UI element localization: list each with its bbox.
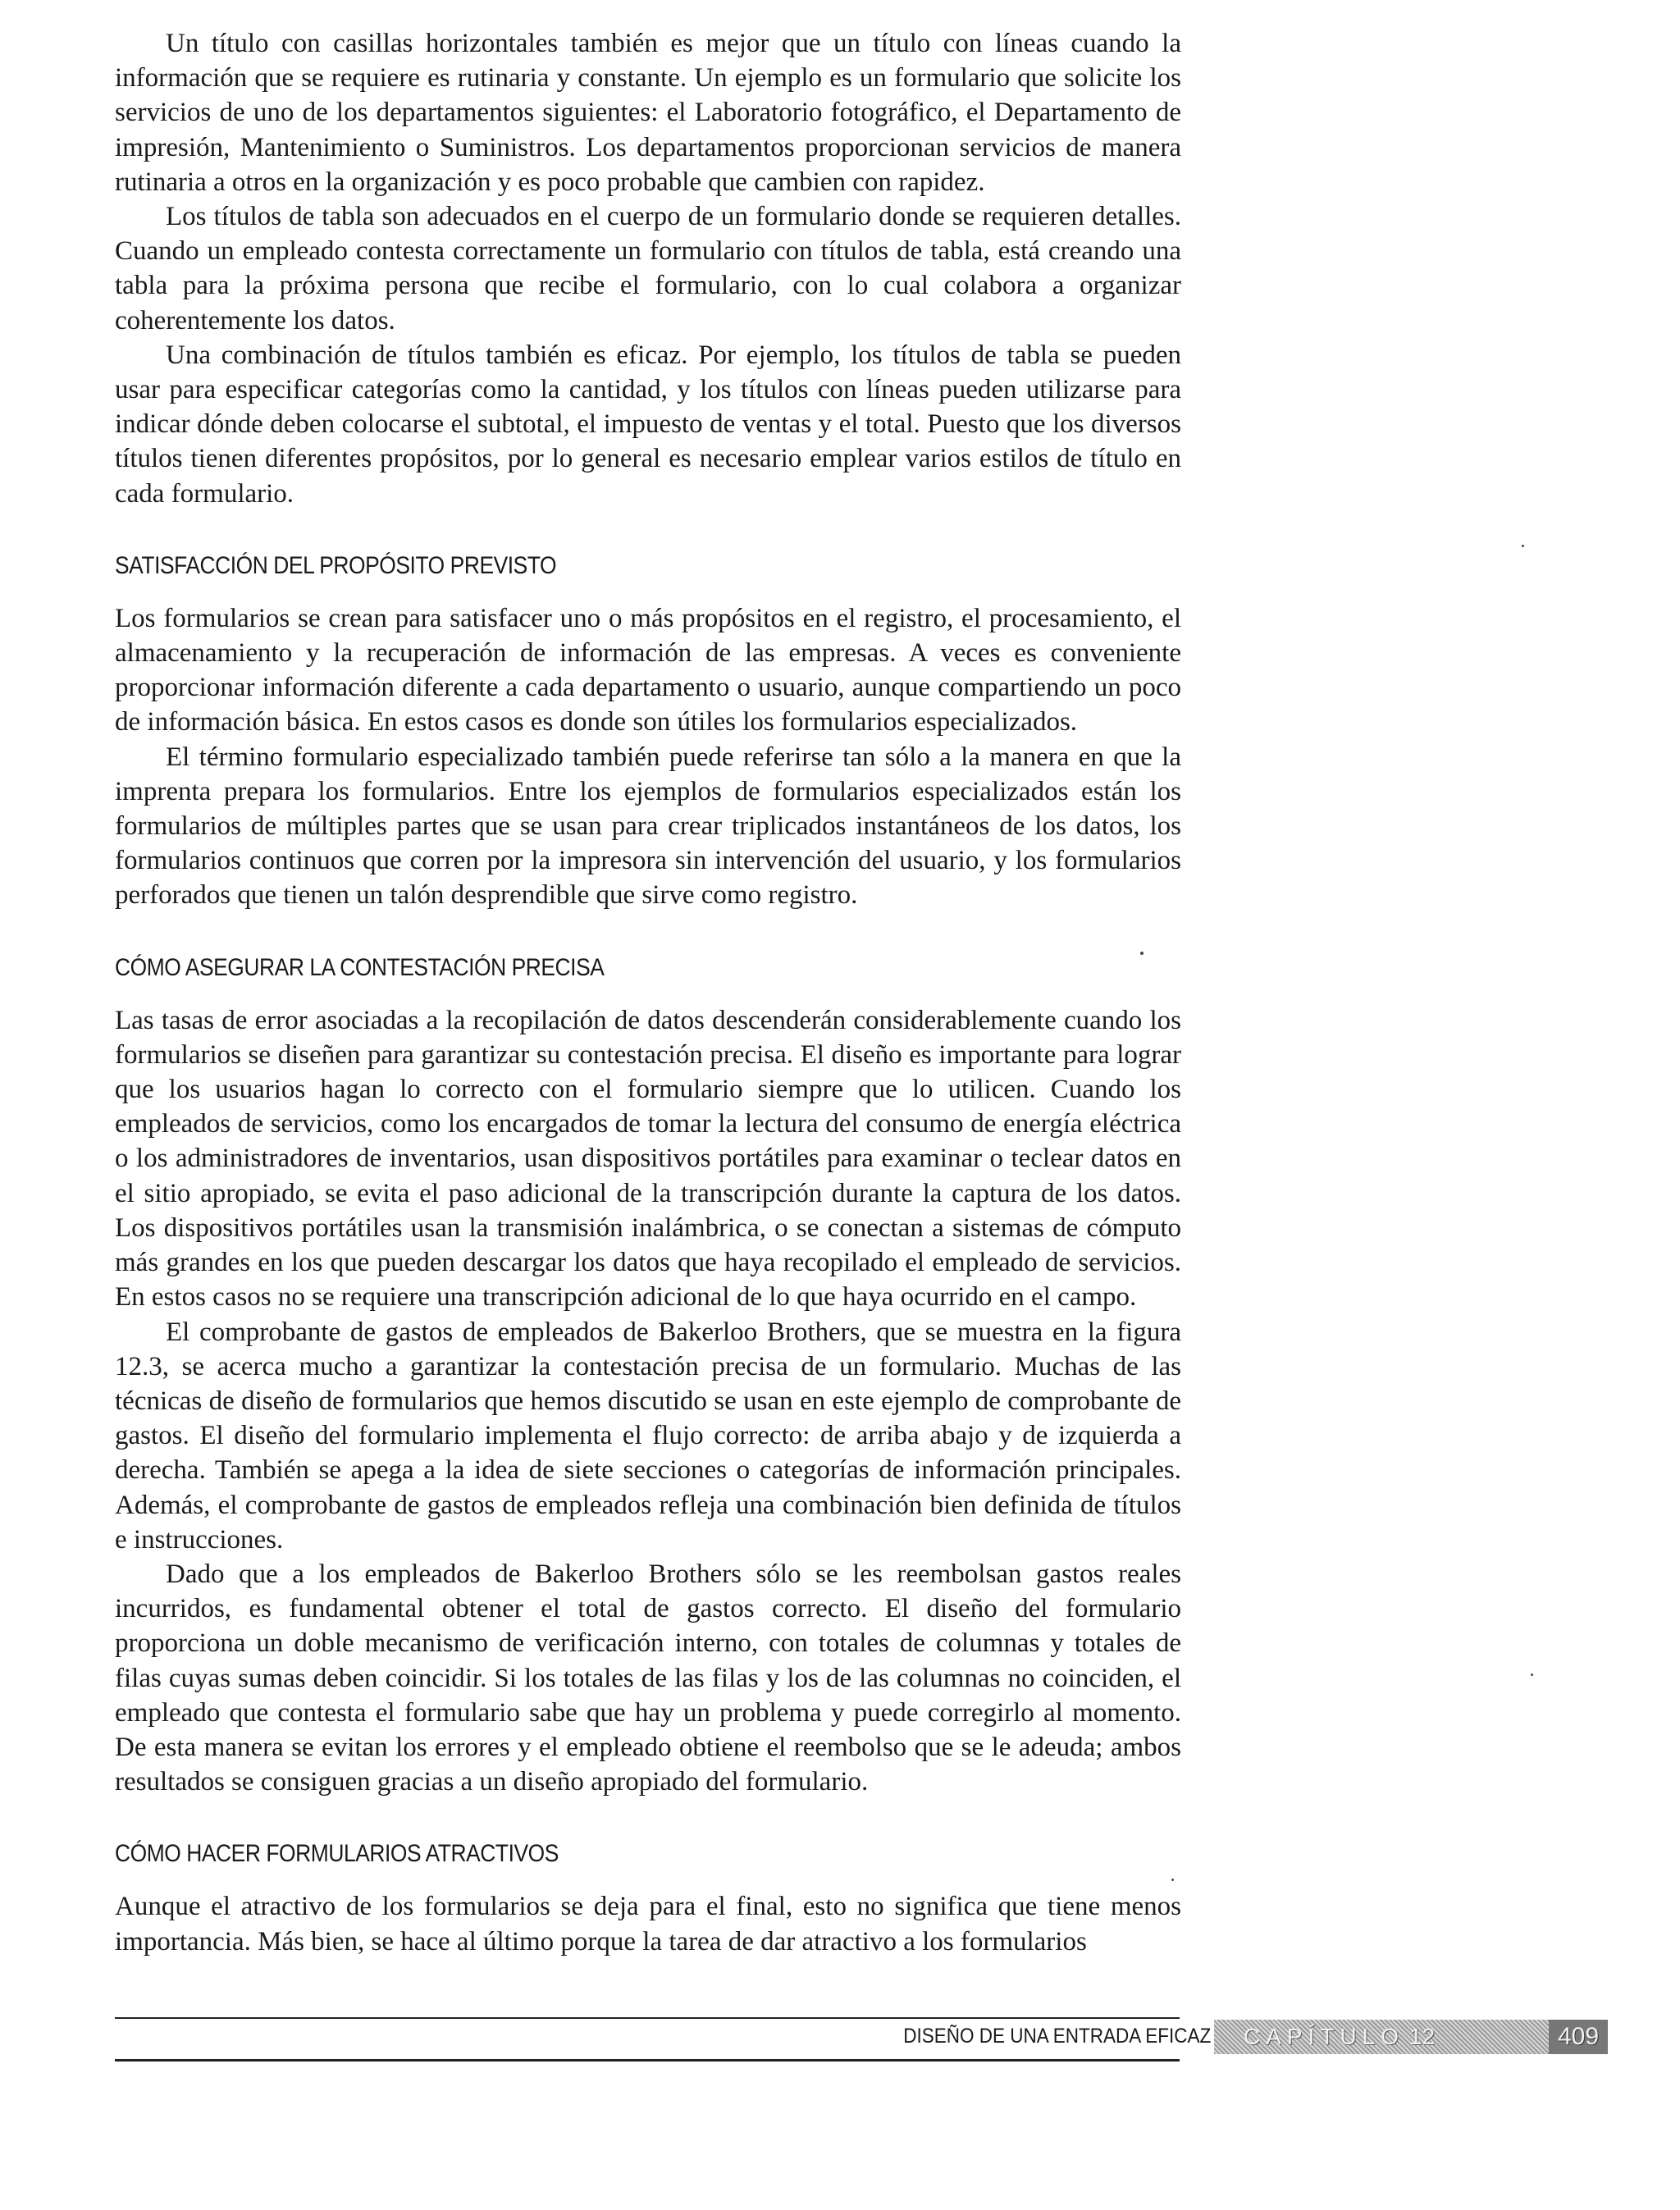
scan-speck [1531,1673,1533,1676]
paragraph: Las tasas de error asociadas a la recopilación de datos descenderán considerablemente cuando los formularios se diseñen para garantizar su contestación precisa. El diseño es importante para lograr que los usuarios hagan lo correcto con el formulario siempre que lo utilicen. Cuando los empleados de servicios, como los encargados de tomar la lectura del consumo de energía eléctrica o los administradores de inventarios, usan dispositivos portátiles para examinar o teclear datos en el sitio apropiado, se evita el paso adicional de la transcripción durante la captura de los datos. Los dispositivos portátiles usan la transmisión inalámbrica, o se conectan a sistemas de cómputo más grandes en los que pueden descargar los datos que haya recopilado el empleado de servicios. En estos casos no se requiere una transcripción adicional de lo que haya ocurrido en el campo. [115,1005,1181,1313]
chapter-number: 12 [1409,2024,1436,2049]
paragraph: El término formulario especializado también puede referirse tan sólo a la manera en que la imprenta prepara los formularios. Entre los ejemplos de formularios especializados están los formularios de múltiples partes que se usan para crear triplicados instantáneos de los datos, los formularios continuos que corren por la impresora sin intervención del usuario, y los formularios perforados que tienen un talón desprendible que sirve como registro. [115,742,1181,911]
section-heading: CÓMO ASEGURAR LA CONTESTACIÓN PRECISA [115,953,605,981]
scan-speck [1140,952,1144,955]
chapter-label: CAPÍTULO [1244,2024,1405,2049]
paragraph: El comprobante de gastos de empleados de Bakerloo Brothers, que se muestra en la figura 12.3, se acerca mucho a garantizar la contestación precisa de un formulario. Muchas de las técnicas de diseño de formularios que hemos discutido se usan en este ejemplo de comprobante de gastos. El diseño del formulario implementa el flujo correcto: de arriba abajo y de izquierda a derecha. También se apega a la idea de siete secciones o categorías de información principales. Además, el comprobante de gastos de empleados refleja una combinación bien definida de títulos e instrucciones. [115,1317,1181,1555]
section-heading: SATISFACCIÓN DEL PROPÓSITO PREVISTO [115,551,557,579]
scan-speck [1522,545,1524,547]
page-number: 409 [1549,2020,1608,2054]
section-heading: CÓMO HACER FORMULARIOS ATRACTIVOS [115,1840,559,1868]
paragraph: Dado que a los empleados de Bakerloo Brothers sólo se les reembolsan gastos reales incurridos, es fundamental obtener el total de gastos correcto. El diseño del formulario proporciona un doble mecanismo de verificación interno, con totales de columnas y totales de filas cuyas sumas deben coincidir. Si los totales de las filas y los de las columnas no coinciden, el empleado que contesta el formulario sabe que hay un problema y puede corregirlo al momento. De esta manera se evitan los errores y el empleado obtiene el reembolso que se le adeuda; ambos resultados se consiguen gracias a un diseño apropiado del formulario. [115,1559,1181,1797]
paragraph: Los formularios se crean para satisfacer uno o más propósitos en el registro, el procesamiento, el almacenamiento y la recuperación de información de las empresas. A veces es conveniente proporcionar información diferente a cada departamento o usuario, aunque compartiendo un poco de información básica. En estos casos es donde son útiles los formularios especializados. [115,603,1181,737]
footer-rule [115,2017,1180,2019]
running-title: DISEÑO DE UNA ENTRADA EFICAZ [903,2025,1212,2048]
footer-rule [115,2059,1180,2062]
scan-speck [1171,1879,1174,1881]
paragraph: Un título con casillas horizontales también es mejor que un título con líneas cuando la información que se requiere es rutinaria y constante. Un ejemplo es un formulario que solicite los servicios de uno de los departamentos siguientes: el Laboratorio fotográfico, el Departamento de impresión, Mantenimiento o Suministros. Los departamentos proporcionan servicios de manera rutinaria a otros en la organización y es poco probable que cambien con rapidez. [115,29,1181,197]
text-column [115,26,1181,1959]
paragraph: Una combinación de títulos también es eficaz. Por ejemplo, los títulos de tabla se pueden usar para especificar categorías como la cantidad, y los títulos con líneas pueden utilizarse para indicar dónde deben colocarse el subtotal, el impuesto de ventas y el total. Puesto que los diversos títulos tienen diferentes propósitos, por lo general es necesario emplear varios estilos de título en cada formulario. [115,340,1181,509]
paragraph: Aunque el atractivo de los formularios se deja para el final, esto no significa que tiene menos importancia. Más bien, se hace al último porque la tarea de dar atractivo a los formularios [115,1892,1181,1957]
paragraph: Los títulos de tabla son adecuados en el cuerpo de un formulario donde se requieren detalles. Cuando un empleado contesta correctamente un formulario con títulos de tabla, está creando una tabla para la próxima persona que recibe el formulario, con lo cual colabora a organizar coherentemente los datos. [115,202,1181,336]
